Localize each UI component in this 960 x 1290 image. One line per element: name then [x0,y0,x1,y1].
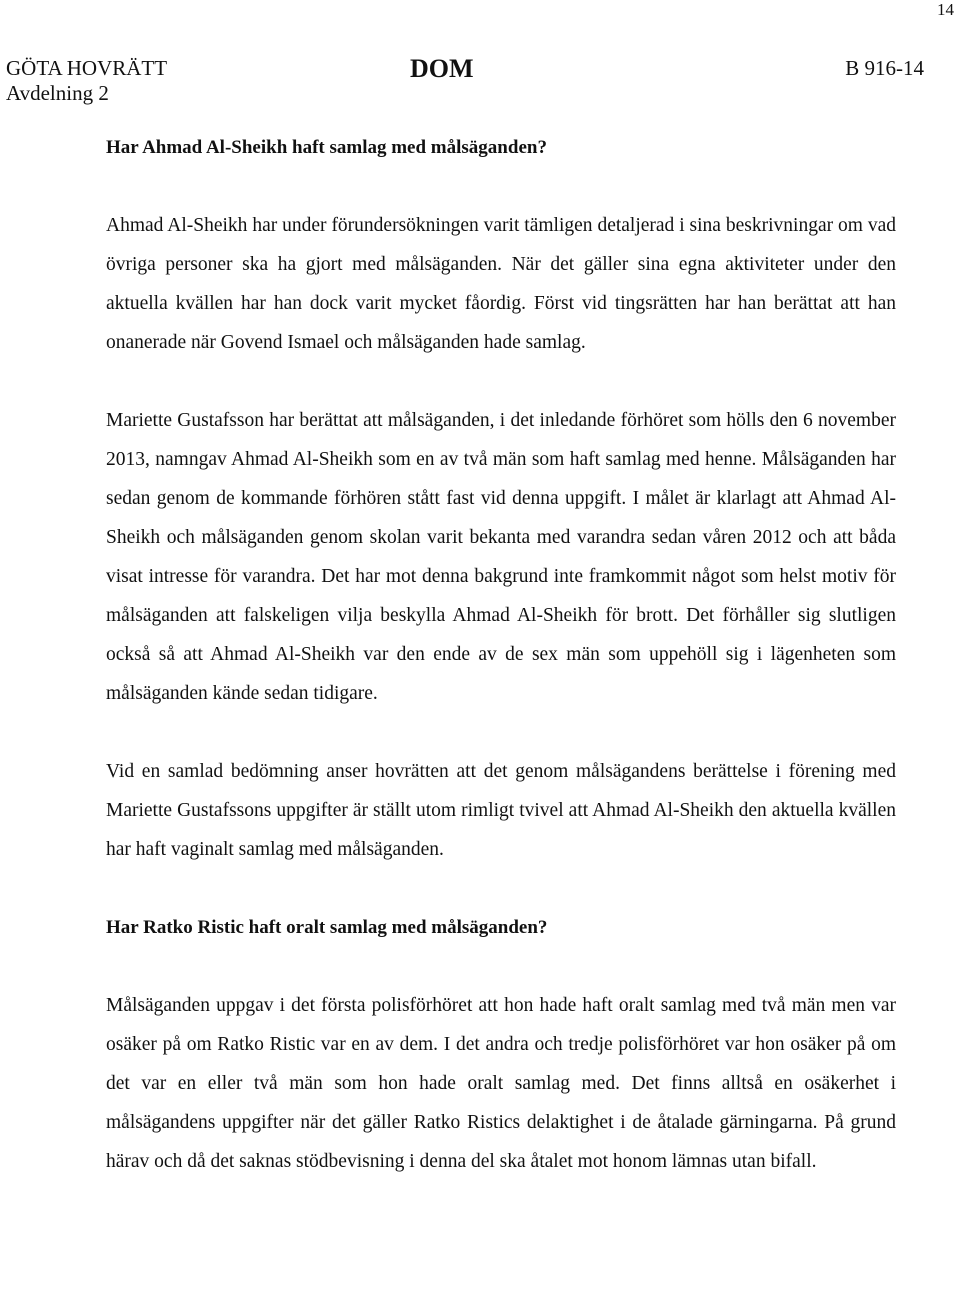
paragraph-assessment: Vid en samlad bedömning anser hovrätten att det genom målsägandens berättelse i förening med Mariette Gustafssons uppgifter är ställt utom rimligt tvivel att Ahmad Al-Sheikh den aktuella kvällen har haft vaginalt samlag med målsäganden. [106,761,896,860]
paragraph-mariette-testimony: Mariette Gustafsson har berättat att målsäganden, i det inledande förhöret som hölls den 6 november 2013, namngav Ahmad Al-Sheikh som en av två män som haft samlag med henne. Målsäganden har sedan genom de kommande förhören stått fast vid denna uppgift. I målet är klarlagt att Ahmad Al-Sheikh och målsäganden genom skolan varit bekanta med varandra sedan våren 2012 och att båda visat intresse för varandra. Det har mot denna bakgrund inte framkommit något som helst motiv för målsäganden att falskeligen vilja beskylla Ahmad Al-Sheikh för brott. Det förhåller sig slutligen också så att Ahmad Al-Sheikh var den ende av de sex män som uppehöll sig i lägenheten som målsäganden kände sedan tidigare. [106,410,896,704]
document-body [106,128,896,1181]
spacer [106,713,896,752]
paragraph-ahmad-statements: Ahmad Al-Sheikh har under förundersökningen varit tämligen detaljerad i sina beskrivningar om vad övriga personer ska ha gjort med målsäganden. När det gäller sina egna aktiviteter under den aktuella kvällen har han dock varit mycket fåordig. Först vid tingsrätten har han berättat att han onanerade när Govend Ismael och målsäganden hade samlag. [106,215,896,353]
division-name: Avdelning 2 [6,81,109,105]
section-heading-ratko: Har Ratko Ristic haft oralt samlag med målsäganden? [106,917,548,938]
document-type: DOM [410,54,474,83]
spacer [106,167,896,206]
spacer [106,947,896,986]
paragraph-ratko-assessment: Målsäganden uppgav i det första polisförhöret att hon hade haft oralt samlag med två män men var osäker på om Ratko Ristic var en av dem. I det andra och tredje polisförhöret var hon osäker på om det var en eller två män som hon hade oralt samlag med. Det finns alltså en osäkerhet i målsägandens uppgifter när det gäller Ratko Ristics delaktighet i de åtalade gärningarna. På grund härav och då det saknas stödbevisning i denna del ska åtalet mot honom lämnas utan bifall. [106,995,896,1172]
spacer [106,869,896,908]
case-number: B 916-14 [845,56,924,80]
court-name: GÖTA HOVRÄTT [6,56,168,80]
document-header [6,56,924,108]
page-number: 14 [937,0,954,19]
section-heading-ahmad: Har Ahmad Al-Sheikh haft samlag med målsäganden? [106,137,547,158]
spacer [106,362,896,401]
